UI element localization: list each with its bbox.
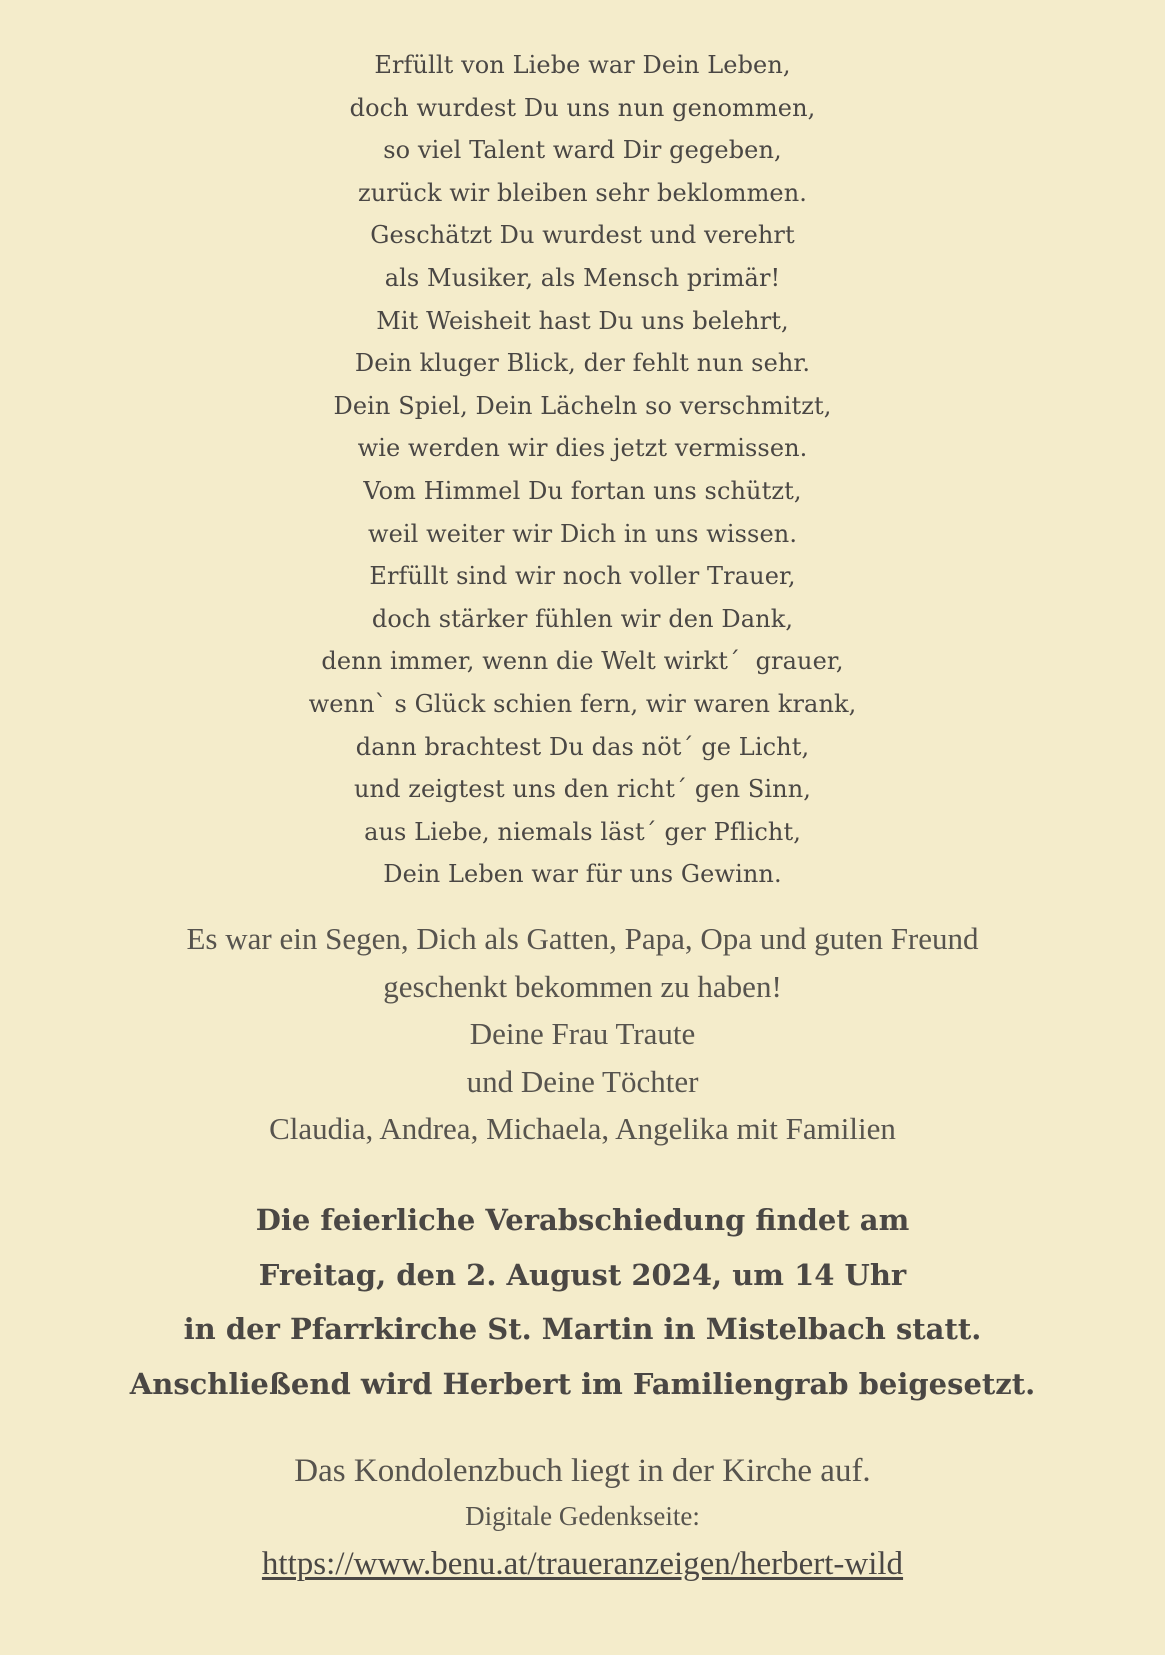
- condolence-book-note: Das Kondolenzbuch liegt in der Kirche auf.: [294, 1453, 871, 1489]
- ceremony-date-time: Freitag, den 2. August 2024, um 14 Uhr: [258, 1257, 907, 1292]
- digital-memorial-label: Digitale Gedenkseite:: [465, 1501, 700, 1531]
- poem-line: Erfüllt von Liebe war Dein Leben,: [374, 51, 791, 79]
- poem-line: doch wurdest Du uns nun genommen,: [349, 93, 816, 122]
- poem-line: doch stärker fühlen wir den Dank,: [371, 604, 794, 633]
- poem-line: Mit Weisheit hast Du uns belehrt,: [376, 306, 789, 335]
- poem-line: als Musiker, als Mensch primär!: [384, 263, 781, 292]
- poem-line: wenn` s Glück schien fern, wir waren krank,: [308, 689, 857, 718]
- ceremony-announcement: [0, 1193, 1165, 1411]
- poem-line: wie werden wir dies jetzt vermissen.: [357, 434, 808, 463]
- poem-line: Dein kluger Blick, der fehlt nun sehr.: [354, 349, 811, 378]
- tribute-blessing-line: Es war ein Segen, Dich als Gatten, Papa, Opa und guten Freund: [186, 921, 979, 956]
- memorial-page-link[interactable]: https://www.benu.at/traueranzeigen/herbert-wild: [261, 1546, 904, 1582]
- poem-line: weil weiter wir Dich in uns wissen.: [367, 519, 798, 548]
- poem-line: so viel Talent ward Dir gegeben,: [383, 136, 782, 165]
- condolence-section: [0, 1446, 1165, 1592]
- memorial-poem: [0, 44, 1165, 896]
- poem-line: denn immer, wenn die Welt wirkt´ grauer,: [321, 647, 844, 676]
- poem-line: Geschätzt Du wurdest und verehrt: [370, 221, 795, 250]
- poem-line: zurück wir bleiben sehr beklommen.: [357, 178, 808, 207]
- poem-line: aus Liebe, niemals läst´ ger Pflicht,: [364, 817, 801, 846]
- signature-wife: Deine Frau Traute: [469, 1016, 696, 1051]
- tribute-blessing-line-2: geschenkt bekommen zu haben!: [383, 968, 782, 1004]
- ceremony-intro: Die feierliche Verabschiedung findet am: [255, 1203, 910, 1237]
- signature-daughters-names: Claudia, Andrea, Michaela, Angelika mit Familien: [269, 1111, 896, 1146]
- poem-line: Vom Himmel Du fortan uns schützt,: [363, 476, 802, 505]
- family-tribute: [0, 915, 1165, 1153]
- burial-note: Anschließend wird Herbert im Familiengrab beigesetzt.: [129, 1366, 1036, 1401]
- poem-line: Erfüllt sind wir noch voller Trauer,: [369, 562, 796, 591]
- poem-line: und zeigtest uns den richt´ gen Sinn,: [353, 775, 812, 804]
- poem-line: Dein Spiel, Dein Lächeln so verschmitzt,: [333, 391, 832, 420]
- signature-daughters-intro: und Deine Töchter: [466, 1063, 699, 1099]
- poem-line: Dein Leben war für uns Gewinn.: [383, 860, 782, 889]
- ceremony-location: in der Pfarrkirche St. Martin in Mistelbach statt.: [183, 1312, 982, 1346]
- poem-line: dann brachtest Du das nöt´ ge Licht,: [355, 732, 810, 761]
